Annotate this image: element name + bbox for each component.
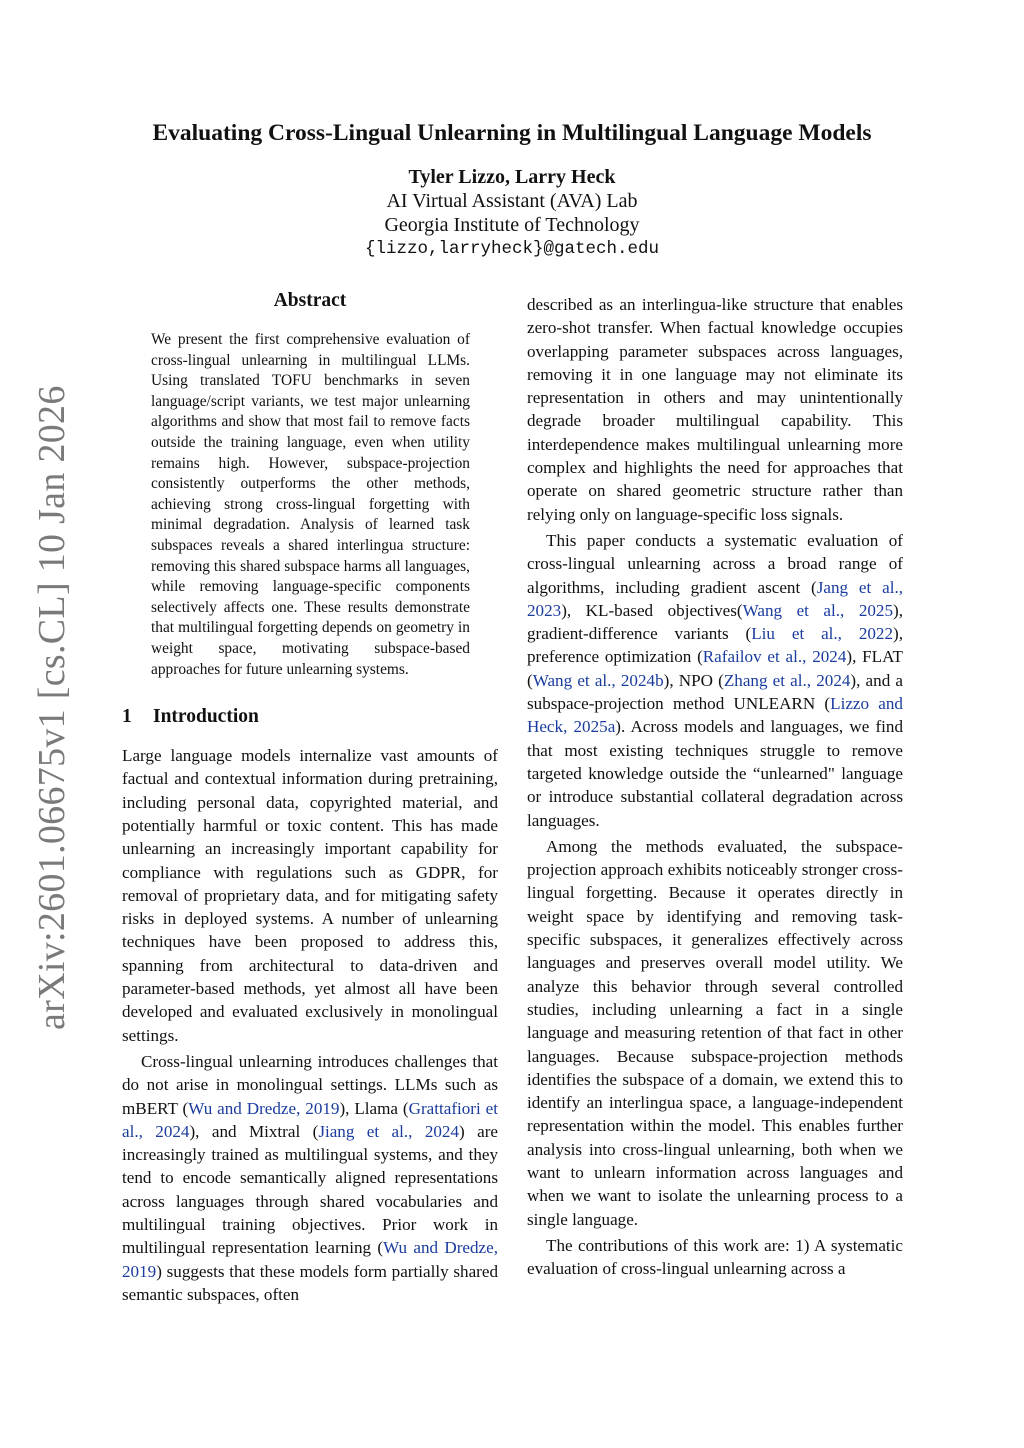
text-run: ) are increasingly trained as multilingual systems, and they tend to encode semantically aligned representations across languages through shared vocabularies and multilingual training objectives. Prior work in multilingual representation learning ( <box>122 1121 498 1258</box>
intro-paragraph-3 <box>527 529 903 832</box>
text-run: ), KL-based objectives( <box>561 600 743 620</box>
citation-link[interactable]: Grattafiori et al., 2024 <box>122 1098 498 1141</box>
text-run: ), FLAT ( <box>527 647 903 690</box>
paper-title: Evaluating Cross-Lingual Unlearning in Multilingual Language Models <box>152 120 872 146</box>
section-heading-introduction <box>122 706 498 728</box>
right-column <box>527 293 903 1280</box>
affiliation-institution: Georgia Institute of Technology <box>384 214 640 236</box>
abstract-heading: Abstract <box>273 290 347 311</box>
text-run: ), Llama ( <box>339 1098 409 1118</box>
affiliation-lab: AI Virtual Assistant (AVA) Lab <box>386 190 638 212</box>
text-run: Cross-lingual unlearning introduces challenges that do not arise in monolingual settings. LLMs such as mBERT ( <box>122 1051 498 1118</box>
intro-paragraph-2-continued: described as an interlingua-like structure that enables zero-shot transfer. When factual knowledge occupies overlapping parameter subspaces across languages, removing it in one language may not eliminate its representation in others and may unintentionally degrade broader multilingual capability. This interdependence makes multilingual unlearning more complex and highlights the need for approaches that operate on shared geometric structure rather than relying only on language-specific loss signals. <box>527 295 903 524</box>
citation-link[interactable]: Jiang et al., 2024 <box>318 1121 460 1141</box>
text-run: This paper conducts a systematic evaluation of cross-lingual unlearning across a broad range of algorithms, including gradient ascent ( <box>527 530 903 597</box>
author-names: Tyler Lizzo, Larry Heck <box>408 166 616 188</box>
section-title: Introduction <box>153 706 259 728</box>
abstract-text: We present the first comprehensive evaluation of cross-lingual unlearning in multilingual LLMs. Using translated TOFU benchmarks in seven language/script variants, we test major unlearning algorithms and show that most fail to remove facts outside the training language, even when utility remains high. However, subspace-projection consistently outperforms the other methods, achieving strong cross-lingual forgetting with minimal degradation. Analysis of learned task subspaces reveals a shared interlingua structure: removing this shared subspace harms all languages, while removing language-specific components selectively affects one. These results demonstrate that multilingual forgetting depends on geometry in weight space, motivating subspace-based approaches for future unlearning systems. <box>151 331 470 678</box>
text-run: ), gradient-difference variants ( <box>527 600 903 644</box>
author-email[interactable]: {lizzo,larryheck}@gatech.edu <box>364 239 660 259</box>
citation-link[interactable]: Wu and Dredze, 2019 <box>188 1098 340 1118</box>
citation-link[interactable]: Wu and Dredze, 2019 <box>122 1238 499 1281</box>
author-block <box>0 165 1024 261</box>
citation-link[interactable]: Wang et al., 2024b <box>532 670 664 690</box>
text-run: ), NPO ( <box>663 670 724 690</box>
text-run: ), and Mixtral ( <box>189 1121 319 1141</box>
arxiv-identifier[interactable]: arXiv:2601.06675v1 [cs.CL] 10 Jan 2026 <box>31 385 73 1030</box>
text-run: ), and a subspace-projection method UNLEARN ( <box>527 670 903 714</box>
citation-link[interactable]: Liu et al., 2022 <box>751 624 894 644</box>
left-column <box>122 290 498 1306</box>
citation-link[interactable]: Jang et al., 2023 <box>527 577 903 620</box>
citation-link[interactable]: Wang et al., 2025 <box>742 600 894 620</box>
section-number: 1 <box>122 706 132 728</box>
citation-link[interactable]: Lizzo and Heck, 2025a <box>527 694 903 737</box>
text-run: ), preference optimization ( <box>527 624 903 667</box>
text-run: ). Across models and languages, we find that most existing techniques struggle to remove targeted knowledge outside the “unlearned" language or introduce substantial collateral degradation across languages. <box>527 717 903 830</box>
intro-paragraph-4: Among the methods evaluated, the subspace-projection approach exhibits noticeably stronger cross-lingual forgetting. Because it operates directly in weight space by identifying and removing task-specific subspaces, it generalizes effectively across languages and preserves overall model utility. We analyze this behavior through several controlled studies, including unlearning a fact in a single language and measuring retention of that fact in other languages. Because subspace-projection methods identifies the subspace of a domain, we extend this to identify an interlingua space, a language-independent representation within the model. This enables further analysis into cross-lingual unlearning, both when we want to unlearn information across languages and when we want to isolate the unlearning process to a single language. <box>527 836 903 1229</box>
text-run: ) suggests that these models form partially shared semantic subspaces, often <box>122 1261 498 1304</box>
citation-link[interactable]: Zhang et al., 2024 <box>723 670 851 690</box>
intro-paragraph-5: The contributions of this work are: 1) A systematic evaluation of cross-lingual unlearning across a <box>527 1235 903 1279</box>
citation-link[interactable]: Rafailov et al., 2024 <box>702 647 847 667</box>
intro-paragraph-1: Large language models internalize vast amounts of factual and contextual information during pretraining, including personal data, copyrighted material, and potentially harmful or toxic content. This has made unlearning an increasingly important capability for compliance with regulations such as GDPR, for removal of proprietary data, and for mitigating safety risks in deployed systems. A number of unlearning techniques have been proposed to address this, spanning from architectural to data-driven and parameter-based methods, yet almost all have been developed and evaluated exclusively in monolingual settings. <box>122 746 498 1045</box>
intro-paragraph-2 <box>122 1050 498 1306</box>
